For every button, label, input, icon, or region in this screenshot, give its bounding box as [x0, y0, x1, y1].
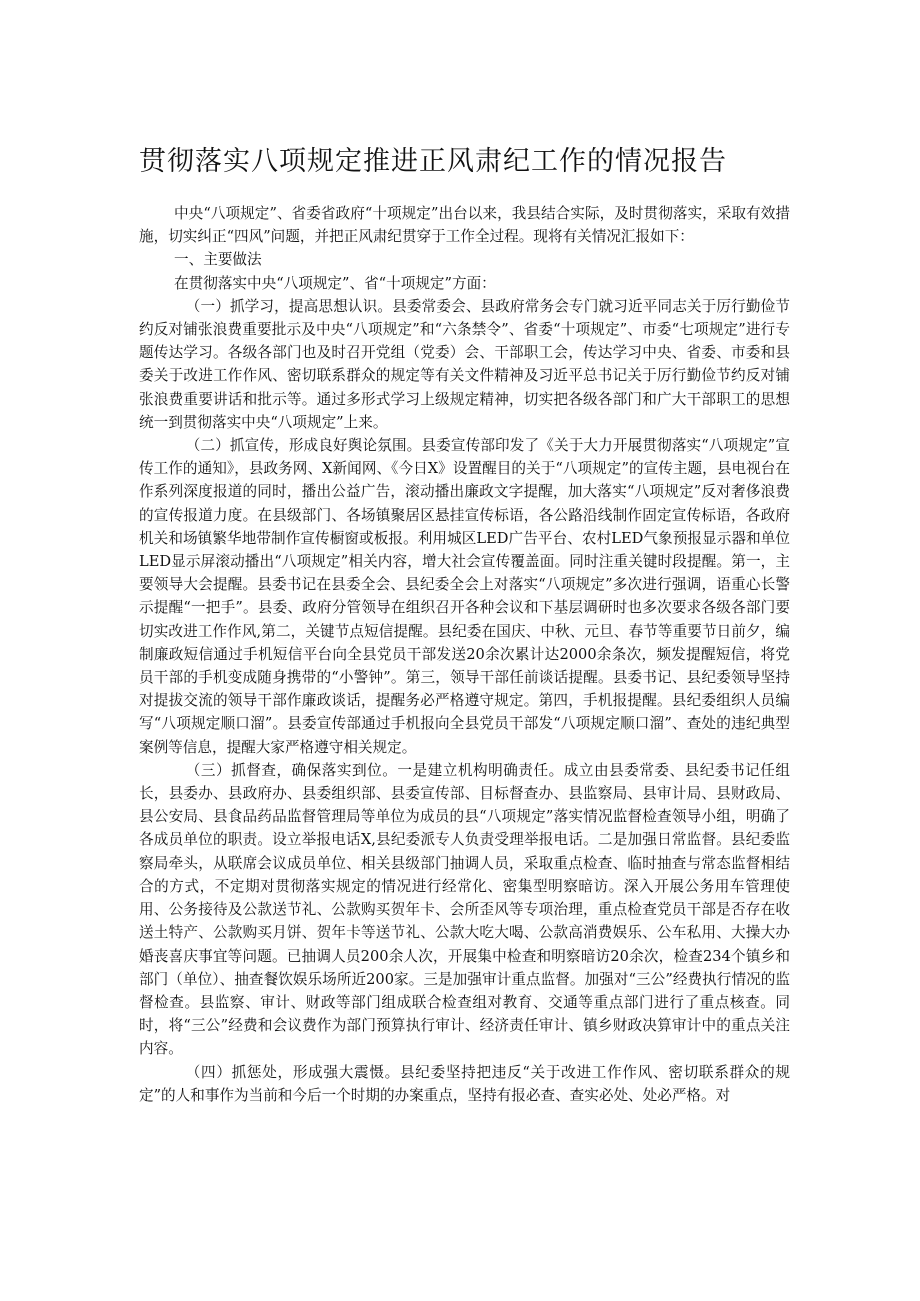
paragraph-publicity: （二）抓宣传，形成良好舆论氛围。县委宣传部印发了《关于大力开展贯彻落实“八项规定”宣传工作的通知》，县政务网、X新闻网、《今日X》设置醒目的关于“八项规定”的宣传主题，县电视台在作系列深度报道的同时，播出公益广告，滚动播出廉政文字提醒，加大落实“八项规定”反对奢侈浪费的宣传报道力度。在县级部门、各场镇聚居区悬挂宣传标语，各公路沿线制作固定宣传标语，各政府机关和场镇繁华地带制作宣传橱窗或板报。利用城区LED广告平台、农村LED气象预报显示器和单位LED显示屏滚动播出“八项规定”相关内容，增大社会宣传覆盖面。同时注重关键时段提醒。第一，主要领导大会提醒。县委书记在县委全会、县纪委全会上对落实“八项规定”多次进行强调，语重心长警示提醒“一把手”。县委、政府分管领导在组织召开各种会议和下基层调研时也多次要求各级各部门要切实改进工作作风,第二，关键节点短信提醒。县纪委在国庆、中秋、元旦、春节等重要节日前夕，编制廉政短信通过手机短信平台向全县党员干部发送20余次累计达2000余条次，频发提醒短信，将党员干部的手机变成随身携带的“小警钟”。第三，领导干部任前谈话提醒。县委书记、县纪委领导坚持对提拔交流的领导干部作廉政谈话，提醒务必严格遵守规定。第四，手机报提醒。县纪委组织人员编写“八项规定顺口溜”。县委宣传部通过手机报向全县党员干部发“八项规定顺口溜”、查处的违纪典型案例等信息，提醒大家严格遵守相关规定。: [139, 437, 790, 756]
paragraph-supervision: （三）抓督查，确保落实到位。一是建立机构明确责任。成立由县委常委、县纪委书记任组长，县委办、县政府办、县委组织部、县委宣传部、目标督查办、县监察局、县审计局、县财政局、县公安局、县食品药品监督管理局等单位为成员的县“八项规定”落实情况监督检查领导小组，明确了各成员单位的职责。设立举报电话X,县纪委派专人负责受理举报电话。二是加强日常监督。县纪委监察局牵头，从联席会议成员单位、相关县级部门抽调人员，采取重点检查、临时抽查与常态监督相结合的方式，不定期对贯彻落实规定的情况进行经常化、密集型明察暗访。深入开展公务用车管理使用、公务接待及公款送节礼、公款购买贺年卡、会所歪风等专项治理，重点检查党员干部是否存在收送土特产、公款购买月饼、贺年卡等送节礼、公款大吃大喝、公款高消费娱乐、公车私用、大操大办婚丧喜庆事宜等问题。已抽调人员200余人次，开展集中检查和明察暗访20余次，检查234个镇乡和部门（单位）、抽查餐饮娱乐场所近200家。三是加强审计重点监督。加强对“三公”经费执行情况的监督检查。县监察、审计、财政等部门组成联合检查组对教育、交通等重点部门进行了重点核查。同时，将“三公”经费和会议费作为部门预算执行审计、经济责任审计、镇乡财政决算审计中的重点关注内容。: [139, 761, 790, 1058]
document-page: [139, 142, 790, 1107]
paragraph-study: （一）抓学习，提高思想认识。县委常委会、县政府常务会专门就习近平同志关于厉行勤俭节约反对铺张浪费重要批示及中央“八项规定”和“六条禁令”、省委“十项规定”、市委“七项规定”进行专题传达学习。各级各部门也及时召开党组（党委）会、干部职工会，传达学习中央、省委、市委和县委关于改进工作作风、密切联系群众的规定等有关文件精神及习近平总书记关于厉行勤俭节约反对铺张浪费重要讲话和批示等。通过多形式学习上级规定精神，切实把各级各部门和广大干部职工的思想统一到贯彻落实中央“八项规定”上来。: [139, 297, 790, 431]
paragraph-punishment: （四）抓惩处，形成强大震慑。县纪委坚持把违反“关于改进工作作风、密切联系群众的规定”的人和事作为当前和今后一个时期的办案重点，坚持有报必查、查实必处、处必严格。对: [139, 1063, 790, 1104]
section-lead-paragraph: 在贯彻落实中央“八项规定”、省“十项规定”方面：: [174, 274, 496, 292]
section-heading-main-practices: 一、主要做法: [174, 251, 262, 269]
document-title: 贯彻落实八项规定推进正风肃纪工作的情况报告: [139, 146, 727, 177]
intro-paragraph: 中央“八项规定”、省委省政府“十项规定”出台以来，我县结合实际，及时贯彻落实，采取有效措施，切实纠正“四风”问题，并把正风肃纪贯穿于工作全过程。现将有关情况汇报如下：: [139, 205, 790, 246]
